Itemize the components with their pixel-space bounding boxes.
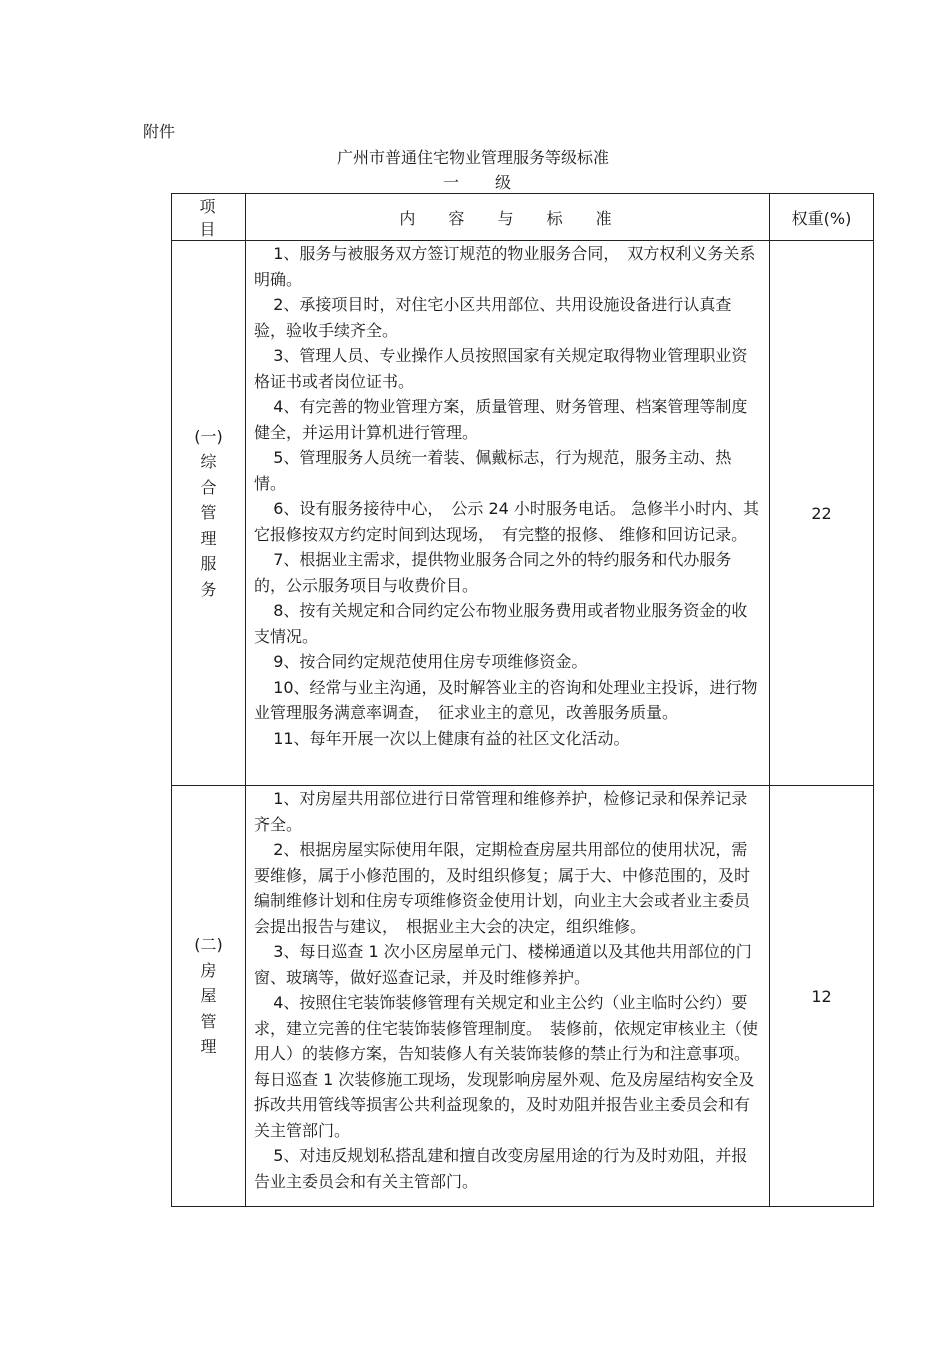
column-header-item: 项 目 bbox=[172, 194, 246, 241]
standard-item: 4、有完善的物业管理方案，质量管理、财务管理、档案管理等制度健全，并运用计算机进行管理。 bbox=[254, 397, 748, 442]
category-cell bbox=[172, 241, 246, 786]
standard-item: 1、对房屋共用部位进行日常管理和维修养护，检修记录和保养记录齐全。 bbox=[254, 789, 748, 834]
category-char: 房 bbox=[200, 960, 217, 980]
standard-item: 4、按照住宅装饰装修管理有关规定和业主公约（业主临时公约）要求，建立完善的住宅装饰装修管理制度。 装修前，依规定审核业主（使用人）的装修方案，告知装修人有关装饰装修的禁止行为和注意事项。 每日巡查 1 次装修施工现场，发现影响房屋外观、危及房屋结构安全及拆改共用管线等损害公共利益现象的，及时劝阻并报告业主委员会和有关主管部门。 bbox=[254, 993, 759, 1140]
weight-cell: 12 bbox=[770, 786, 874, 1207]
standard-item: 11、每年开展一次以上健康有益的社区文化活动。 bbox=[273, 728, 630, 748]
document-title-text: 广州市普通住宅物业管理服务等级标准 bbox=[336, 148, 609, 167]
level-heading bbox=[0, 170, 950, 193]
table-row bbox=[172, 786, 874, 1207]
standard-item: 2、承接项目时，对住宅小区共用部位、共用设施设备进行认真查验，验收手续齐全。 bbox=[254, 295, 732, 340]
standard-item: 10、经常与业主沟通，及时解答业主的咨询和处理业主投诉，进行物业管理服务满意率调查， 征求业主的意见，改善服务质量。 bbox=[254, 677, 758, 722]
weight-cell: 22 bbox=[770, 241, 874, 786]
category-char: 合 bbox=[200, 477, 217, 497]
category-number: (一) bbox=[194, 426, 223, 446]
category-char: 管 bbox=[200, 503, 217, 523]
level-heading-text: 一级 bbox=[442, 173, 547, 192]
table-header-row bbox=[172, 194, 874, 241]
column-header-content: 内 容 与 标 准 bbox=[246, 194, 770, 241]
standard-item: 5、管理服务人员统一着装、佩戴标志，行为规范，服务主动、热情。 bbox=[254, 448, 732, 493]
column-header-weight: 权重(%) bbox=[770, 194, 874, 241]
category-char: 服 bbox=[200, 554, 217, 574]
table-row bbox=[172, 241, 874, 786]
standard-item: 3、每日巡查 1 次小区房屋单元门、楼梯通道以及其他共用部位的门窗、玻璃等，做好巡查记录，并及时维修养护。 bbox=[254, 942, 752, 987]
content-cell bbox=[246, 786, 770, 1207]
category-char: 理 bbox=[200, 1037, 217, 1057]
category-number: (二) bbox=[194, 935, 223, 955]
category-char: 务 bbox=[200, 579, 217, 599]
standard-item: 7、根据业主需求，提供物业服务合同之外的特约服务和代办服务的，公示服务项目与收费价目。 bbox=[254, 550, 732, 595]
standard-item: 5、对违反规划私搭乱建和擅自改变房屋用途的行为及时劝阻，并报告业主委员会和有关主管部门。 bbox=[254, 1146, 748, 1191]
standard-item: 1、服务与被服务双方签订规范的物业服务合同， 双方权利义务关系明确。 bbox=[254, 244, 756, 289]
standard-item: 2、根据房屋实际使用年限，定期检查房屋共用部位的使用状况，需要维修，属于小修范围的，及时组织修复；属于大、中修范围的，及时编制维修计划和住房专项维修资金使用计划，向业主大会或者业主委员会提出报告与建议， 根据业主大会的决定，组织维修。 bbox=[254, 840, 751, 936]
category-cell bbox=[172, 786, 246, 1207]
category-char: 理 bbox=[200, 528, 217, 548]
standard-item: 6、设有服务接待中心， 公示 24 小时服务电话。 急修半小时内、其它报修按双方约定时间到达现场， 有完整的报修、 维修和回访记录。 bbox=[254, 499, 759, 544]
standard-item: 3、管理人员、专业操作人员按照国家有关规定取得物业管理职业资格证书或者岗位证书。 bbox=[254, 346, 748, 391]
standard-item: 8、按有关规定和合同约定公布物业服务费用或者物业服务资金的收支情况。 bbox=[254, 601, 748, 646]
category-char: 管 bbox=[200, 1011, 217, 1031]
category-char: 综 bbox=[200, 452, 217, 472]
attachment-label: 附件 bbox=[143, 122, 176, 141]
document-title bbox=[0, 145, 950, 168]
content-cell bbox=[246, 241, 770, 786]
standards-table bbox=[171, 193, 874, 1207]
standard-item: 9、按合同约定规范使用住房专项维修资金。 bbox=[273, 652, 588, 671]
category-char: 屋 bbox=[200, 986, 217, 1006]
